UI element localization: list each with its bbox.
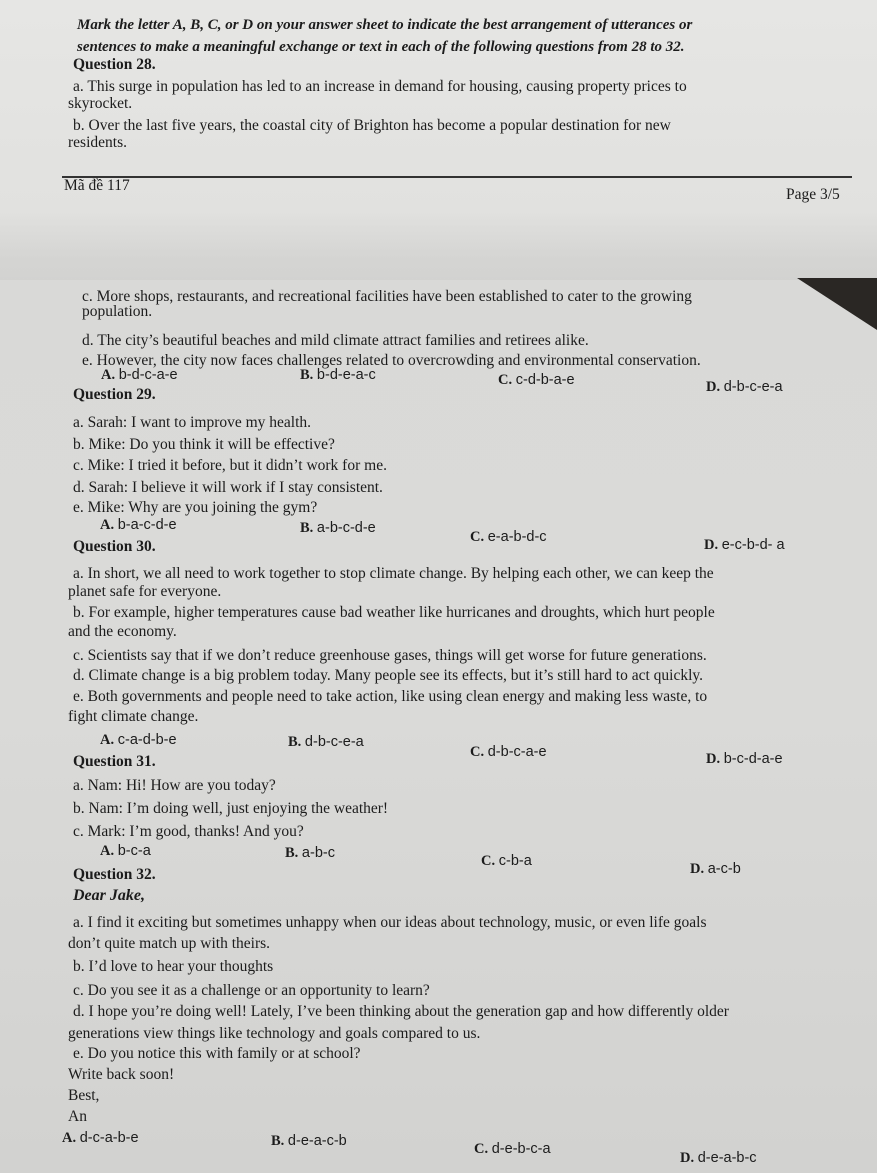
q28-sentence-a: a. This surge in population has led to an increase in demand for housing, causing property prices to: [73, 78, 687, 95]
question-28-title: Question 28.: [73, 56, 156, 73]
q31-option-b[interactable]: [285, 845, 335, 862]
q28-sentence-b: b. Over the last five years, the coastal city of Brighton has become a popular destination for new: [73, 117, 671, 134]
q30-option-a[interactable]: [100, 732, 177, 749]
option-value: d-b-c-e-a: [304, 734, 364, 750]
q30-option-d[interactable]: [706, 751, 783, 768]
exam-code: Mã đề 117: [64, 177, 130, 194]
instruction-line-1: Mark the letter A, B, C, or D on your answer sheet to indicate the best arrangement of utterances or: [77, 17, 693, 33]
option-value: d-b-c-e-a: [723, 379, 783, 395]
q32-sentence-d-cont: generations view things like technology and goals compared to us.: [68, 1025, 481, 1042]
option-letter: A.: [100, 517, 115, 533]
q30-sentence-b-cont: and the economy.: [68, 623, 177, 640]
q30-sentence-a: a. In short, we all need to work together to stop climate change. By helping each other, we can keep the: [73, 565, 714, 582]
option-letter: D.: [706, 379, 721, 395]
q32-option-b[interactable]: [271, 1133, 347, 1150]
q29-option-d[interactable]: [704, 537, 785, 554]
q31-line-b: b. Nam: I’m doing well, just enjoying the weather!: [73, 800, 389, 817]
q30-sentence-c: c. Scientists say that if we don’t reduce greenhouse gases, things will get worse for future generations.: [73, 647, 707, 664]
q31-option-d[interactable]: [690, 861, 741, 878]
q32-option-a[interactable]: [62, 1130, 139, 1147]
instruction-line-2: sentences to make a meaningful exchange or text in each of the following questions from 28 to 32.: [77, 39, 685, 55]
q28-sentence-c-cont: population.: [82, 303, 153, 320]
q28-option-a[interactable]: [101, 367, 178, 384]
q28-sentence-e: e. However, the city now faces challenges related to overcrowding and environmental conservation.: [82, 352, 701, 369]
option-value: d-c-a-b-e: [79, 1130, 139, 1146]
option-letter: B.: [285, 845, 299, 861]
q32-sentence-a-cont: don’t quite match up with theirs.: [68, 935, 271, 952]
q30-sentence-e-cont: fight climate change.: [68, 708, 199, 725]
q32-sentence-b: b. I’d love to hear your thoughts: [73, 958, 274, 975]
option-letter: A.: [101, 367, 116, 383]
option-value: c-a-d-b-e: [117, 732, 177, 748]
q28-option-c[interactable]: [498, 372, 575, 389]
question-29-title: Question 29.: [73, 386, 156, 403]
q29-line-d: d. Sarah: I believe it will work if I stay consistent.: [73, 479, 383, 496]
option-letter: A.: [100, 843, 115, 859]
option-value: b-c-a: [117, 843, 151, 859]
option-value: a-b-c-d-e: [316, 520, 376, 536]
page-fold-corner: [797, 278, 877, 330]
q32-option-c[interactable]: [474, 1141, 551, 1158]
footer-divider: [62, 176, 852, 178]
option-letter: B.: [300, 520, 314, 536]
option-value: b-a-c-d-e: [117, 517, 177, 533]
option-letter: C.: [470, 529, 485, 545]
q32-sentence-e: e. Do you notice this with family or at school?: [73, 1045, 361, 1062]
option-letter: D.: [690, 861, 705, 877]
option-value: e-a-b-d-c: [487, 529, 547, 545]
letter-greeting: Dear Jake,: [73, 887, 145, 904]
option-letter: D.: [680, 1150, 695, 1166]
q28-sentence-a-cont: skyrocket.: [68, 95, 133, 112]
option-letter: B.: [271, 1133, 285, 1149]
option-value: a-c-b: [707, 861, 741, 877]
question-30-title: Question 30.: [73, 538, 156, 555]
letter-signature: An: [68, 1108, 87, 1125]
q30-option-c[interactable]: [470, 744, 547, 761]
q32-sentence-c: c. Do you see it as a challenge or an opportunity to learn?: [73, 982, 430, 999]
option-value: c-b-a: [498, 853, 532, 869]
q28-option-d[interactable]: [706, 379, 783, 396]
q31-line-c: c. Mark: I’m good, thanks! And you?: [73, 823, 304, 840]
option-letter: B.: [288, 734, 302, 750]
option-value: e-c-b-d- a: [721, 537, 785, 553]
q31-line-a: a. Nam: Hi! How are you today?: [73, 777, 276, 794]
page-gap-shadow: [0, 210, 877, 280]
q30-sentence-e: e. Both governments and people need to take action, like using clean energy and making less waste, to: [73, 688, 708, 705]
q28-option-b[interactable]: [300, 367, 376, 384]
option-letter: C.: [498, 372, 513, 388]
option-value: d-e-b-c-a: [491, 1141, 551, 1157]
q28-sentence-d: d. The city’s beautiful beaches and mild climate attract families and retirees alike.: [82, 332, 589, 349]
option-value: b-d-e-a-c: [316, 367, 376, 383]
q31-option-c[interactable]: [481, 853, 532, 870]
option-letter: A.: [100, 732, 115, 748]
option-letter: D.: [706, 751, 721, 767]
q29-option-b[interactable]: [300, 520, 376, 537]
option-value: d-e-a-b-c: [697, 1150, 757, 1166]
option-value: b-c-d-a-e: [723, 751, 783, 767]
question-32-title: Question 32.: [73, 866, 156, 883]
q32-sentence-a: a. I find it exciting but sometimes unhappy when our ideas about technology, music, or even life goals: [73, 914, 707, 931]
option-value: a-b-c: [301, 845, 335, 861]
q29-line-c: c. Mike: I tried it before, but it didn’t work for me.: [73, 457, 387, 474]
q30-sentence-b: b. For example, higher temperatures cause bad weather like hurricanes and droughts, which hurt people: [73, 604, 715, 621]
option-letter: A.: [62, 1130, 77, 1146]
q28-sentence-b-cont: residents.: [68, 134, 127, 151]
q32-sentence-d: d. I hope you’re doing well! Lately, I’ve been thinking about the generation gap and how differently older: [73, 1003, 729, 1020]
option-value: b-d-c-a-e: [118, 367, 178, 383]
q32-option-d[interactable]: [680, 1150, 757, 1167]
q30-sentence-a-cont: planet safe for everyone.: [68, 583, 222, 600]
option-letter: C.: [481, 853, 496, 869]
q30-option-b[interactable]: [288, 734, 364, 751]
q29-line-b: b. Mike: Do you think it will be effective?: [73, 436, 335, 453]
question-31-title: Question 31.: [73, 753, 156, 770]
letter-signoff: Best,: [68, 1087, 100, 1104]
option-value: d-e-a-c-b: [287, 1133, 347, 1149]
q29-option-c[interactable]: [470, 529, 547, 546]
option-letter: D.: [704, 537, 719, 553]
option-letter: C.: [474, 1141, 489, 1157]
q31-option-a[interactable]: [100, 843, 151, 860]
q29-option-a[interactable]: [100, 517, 177, 534]
q30-sentence-d: d. Climate change is a big problem today. Many people see its effects, but it’s still hard to act quickly.: [73, 667, 704, 684]
q29-line-e: e. Mike: Why are you joining the gym?: [73, 499, 318, 516]
q29-line-a: a. Sarah: I want to improve my health.: [73, 414, 312, 431]
option-letter: B.: [300, 367, 314, 383]
option-value: c-d-b-a-e: [515, 372, 575, 388]
page-number: Page 3/5: [786, 186, 840, 203]
letter-closing: Write back soon!: [68, 1066, 175, 1083]
option-letter: C.: [470, 744, 485, 760]
option-value: d-b-c-a-e: [487, 744, 547, 760]
q28-sentence-c: c. More shops, restaurants, and recreational facilities have been established to cater to the growing: [82, 288, 692, 305]
